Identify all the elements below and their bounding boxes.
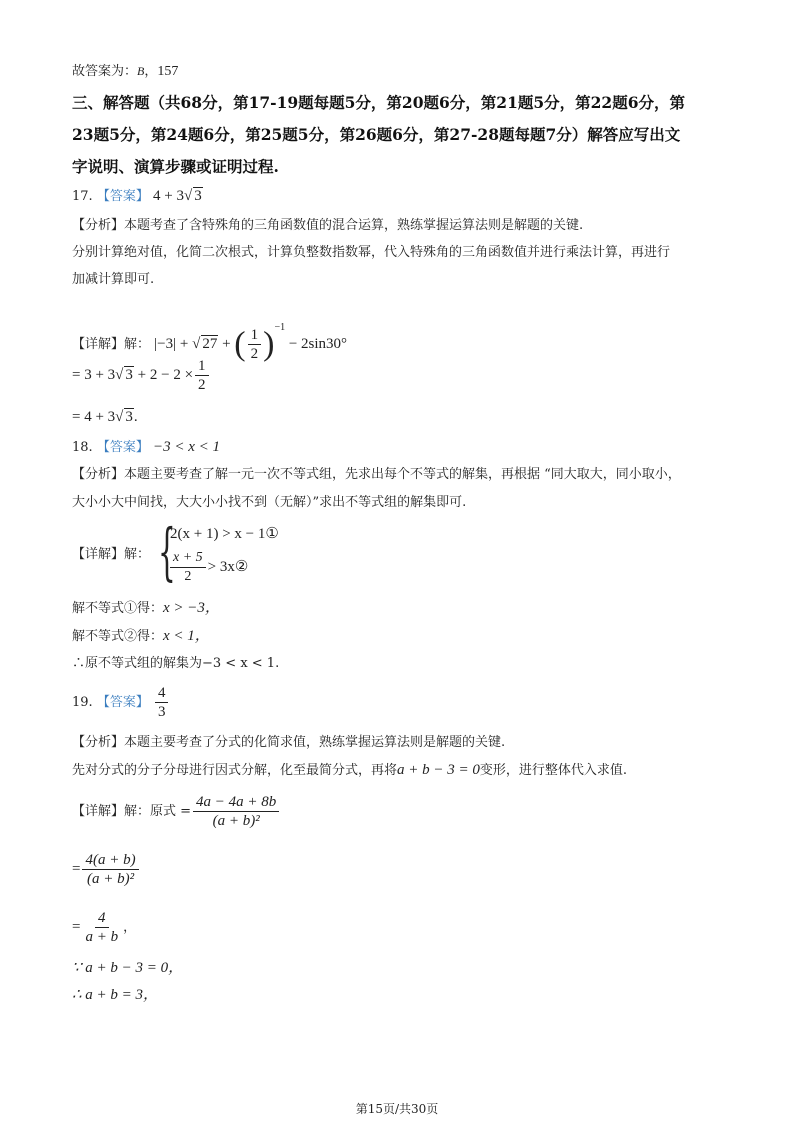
q19-because: ∵ a + b − 3 = 0， (72, 960, 184, 976)
previous-answer-line (72, 62, 178, 81)
previous-answer-value: 157 (157, 64, 179, 79)
q18-analysis-2: 大小小大中间找，大大小小找不到（无解）”求出不等式组的解集即可. (72, 495, 467, 510)
left-brace-icon: { (158, 515, 176, 588)
section-heading-line-3: 字说明、演算步骤或证明过程. (72, 157, 279, 176)
q17-answer: 4 + 3√ 3 (152, 188, 202, 204)
q18-number: 18. (72, 440, 93, 455)
q19-therefore: ∴ a + b = 3， (72, 987, 159, 1003)
q18-conclusion: ∴原不等式组的解集为−3 < x < 1. (72, 656, 280, 671)
q18-analysis: 【分析】本题主要考查了解一元一次不等式组，先求出每个不等式的解集，再根据 “同大取大，同小取小， (72, 467, 681, 482)
q17-answer-tag: 【答案】 (96, 189, 149, 204)
page-footer: 第15页/共30页 (355, 1102, 439, 1116)
q17-step-1: = 3 + 3√ 3 + 2 − 2 × $\frac{1}{2}$ (72, 357, 211, 394)
q18-answer-line (72, 438, 220, 457)
q17-step-2: = 4 + 3√ 3. (72, 409, 138, 425)
q17-analysis: 【分析】本题考查了含特殊角的三角函数值的混合运算，熟练掌握运算法则是解题的关键. (72, 218, 584, 233)
q18-answer: −3 < x < 1 (152, 439, 221, 455)
q18-answer-tag: 【答案】 (96, 440, 149, 455)
q18-detail-label: 【详解】解： (72, 547, 151, 562)
section-heading-line-1: 三、解答题（共68分，第17-19题每题5分，第20题6分，第21题5分，第22题6分，第 (72, 93, 685, 112)
q17-detail-label: 【详解】解： (72, 337, 151, 352)
q17-analysis-2: 分别计算绝对值，化简二次根式，计算负整数指数幂，代入特殊角的三角函数值并进行乘法计算，再进行 (72, 245, 671, 260)
q17-detail-expression (72, 310, 347, 363)
q19-detail-step-3: = $\frac{4}{a + b}$ ， (72, 910, 137, 945)
q18-solution-2: 解不等式②得：x < 1， (72, 628, 210, 644)
q19-number: 19. (72, 695, 93, 710)
q17-analysis-3: 加减计算即可. (72, 272, 155, 287)
q18-inequality-2: $\frac{x + 5}{2}$ > 3x② (168, 549, 248, 586)
q17-answer-line (72, 187, 203, 206)
q19-analysis: 【分析】本题主要考查了分式的化简求值，熟练掌握运算法则是解题的关键. (72, 735, 506, 750)
section-heading-line-2: 23题5分，第24题6分，第25题5分，第26题6分，第27-28题每题7分）解答应写出文 (72, 125, 681, 144)
q18-inequality-1: 2(x + 1) > x − 1① (170, 526, 279, 542)
q18-solution-1: 解不等式①得：x > −3， (72, 600, 220, 616)
q18-inequality-system (158, 515, 298, 591)
q19-answer: $\frac{4}{3}$ (155, 684, 169, 721)
q19-answer-tag: 【答案】 (96, 695, 149, 710)
q19-analysis-2: 先对分式的分子分母进行因式分解，化至最简分式，再将a + b − 3 = 0变形，进行整体代入求值. (72, 762, 628, 778)
previous-answer-choice: B (137, 64, 145, 78)
separator: ， (144, 64, 158, 79)
q19-detail-step-1: 【详解】解：原式 = $\frac{4a - 4a + 8b}{\text{(a + b)²}}$ (72, 791, 281, 833)
previous-answer-label: 故答案为： (72, 64, 138, 79)
q19-answer-line (72, 684, 170, 722)
q17-number: 17. (72, 189, 93, 204)
q19-detail-step-2: = $\frac{4(a + b)}{\text{(a + b)²}}$ (72, 848, 141, 891)
q17-expression: |−3| + √ 27 + ( $\frac{1}{2}$ )$^{-1}$ − 2sin30° (154, 322, 348, 363)
